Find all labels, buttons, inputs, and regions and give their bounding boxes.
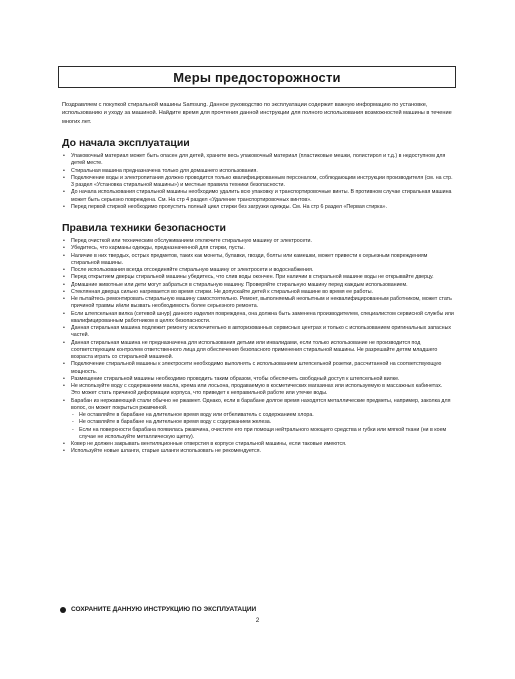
before-use-list <box>62 153 454 211</box>
page-number: 2 <box>255 617 260 624</box>
list-item: • Подключение стиральной машины к электросети необходимо выполнять с использованием штепсельной розетки, рассчитанной на соответствующую мощность. <box>62 361 454 376</box>
page-title-box <box>58 66 456 88</box>
list-item: • Перед первой стиркой необходимо пропустить полный цикл стирки без загрузки одежды. См. На стр 6 раздел «Первая стирка». <box>62 204 454 211</box>
footer-text: СОХРАНИТЕ ДАННУЮ ИНСТРУКЦИЮ ПО ЭКСПЛУАТАЦИИ <box>71 606 257 613</box>
sub-list-item: - Не оставляйте в барабане на длительное время воду с содержанием железа. <box>71 419 454 426</box>
safety-rules-list <box>62 238 454 456</box>
rust-sub-list <box>71 412 454 441</box>
list-item <box>62 398 454 442</box>
sub-list-item: - Не оставляйте в барабане на длительное время воду или отбеливатель с содержанием хлора. <box>71 412 454 419</box>
list-item: • Упаковочный материал может быть опасен для детей, храните весь упаковочный материал (пластиковые мешки, полистирол и т.д.) в недоступном для детей месте. <box>62 153 454 168</box>
footer-note <box>60 606 256 613</box>
list-item: • Домашние животные или дети могут забраться в стиральную машину. Проверяйте стиральную машину перед каждым использованием. <box>62 282 454 289</box>
page-title: Меры предосторожности <box>173 69 341 85</box>
list-item <box>62 383 454 398</box>
list-item: • Если штепсельная вилка (сетевой шнур) данного изделия повреждена, она должна быть заменена производителем, специалистом сервисной службы или квалифицированным работником в целях безопасности. <box>62 311 454 326</box>
list-item: • Наличие в них твердых, острых предметов, таких как монеты, булавки, гвозди, болты или камешки, может привести к серьезным повреждениям стиральной машины. <box>62 253 454 268</box>
list-item: • Стиральная машина предназначена только для домашнего использования. <box>62 168 454 175</box>
list-item: • Не пытайтесь ремонтировать стиральную машину самостоятельно. Ремонт, выполняемый неопытным и неквалифицированным работником, может стать причиной травмы и/или вызвать необходимость более серьезного ремонта. <box>62 296 454 311</box>
list-item-text: Барабан из нержавеющей стали обычно не ржавеет. Однако, если в барабане долгое время находятся металлические предметы, например, заколка для волос, он может покрыться ржавчиной. <box>71 397 451 411</box>
section-heading-before-use: До начала эксплуатации <box>62 137 190 149</box>
deformation-note: Это может стать причиной деформации корпуса, что приведет к неправильной работе или утечке воды. <box>71 390 328 397</box>
list-item: • Подключение воды и электропитания должно проводится только квалифицированным персоналом, соблюдающим инструкции производителя (см. на стр. 3 раздел «Установка стиральной машины») и местные правила техники безопасности. <box>62 175 454 190</box>
list-item: • Данная стиральная машина подлежит ремонту исключительно в авторизованных сервисных центрах и только с использованием оригинальных запасных частей. <box>62 325 454 340</box>
sub-list-item: - Если на поверхности барабана появилась ржавчина, очистите его при помощи нейтрального моющего средства и губки или мягкой ткани (ни в коем случае не используйте металлическую щетку). <box>71 427 454 442</box>
list-item: • Данная стиральная машина не предназначена для использования детьми или инвалидами, если только использование не производится под соответствующим контролем ответственного лица для обеспечения безопасного применения стиральной машины. Не разрешайте детям младшего возраста играть со стиральной машиной. <box>62 340 454 362</box>
list-item-text: Не используйте воду с содержанием масла, крема или лосьона, продаваемую в косметических магазинах или используемую в массажных кабинетах. <box>71 383 443 389</box>
intro-paragraph: Поздравляем с покупкой стиральной машины Samsung. Данное руководство по эксплуатации содержит важную информацию по установке, использованию и уходу за машиной. Найдите время для прочтения данной инструкции для полного использования возможностей машины в течение многих лет. <box>62 102 452 125</box>
list-item: • Используйте новые шланги, старые шланги использовать не рекомендуется. <box>62 448 454 455</box>
section-heading-safety-rules: Правила техники безопасности <box>62 222 227 234</box>
list-item: • После использования всегда отсоединяйте стиральную машину от электросети и водоснабжения. <box>62 267 454 274</box>
bullet-dot-icon <box>60 607 66 613</box>
list-item: • Размещение стиральной машины необходимо проводить таким образом, чтобы обеспечить свободный доступ к штепсельной вилке. <box>62 376 454 383</box>
list-item: • Перед очисткой или техническим обслуживанием отключите стиральную машину от электросети. <box>62 238 454 245</box>
list-item: • Ковер не должен закрывать вентиляционные отверстия в корпусе стиральной машины, если таковые имеются. <box>62 441 454 448</box>
list-item: • Перед открытием дверцы стиральной машины убедитесь, что слив воды окончен. При наличии в стиральной машине воды не открывайте дверцу. <box>62 274 454 281</box>
list-item: • Стеклянная дверца сильно нагревается во время стирки. Не допускайте детей к стиральной машине во время ее работы. <box>62 289 454 296</box>
list-item: • До начала использования стиральной машины необходимо удалить всю упаковку и транспортировочные винты. В противном случае стиральная машина может быть серьезно повреждена. См. На стр 4 раздел «Удаление транспортировочных винтов». <box>62 189 454 204</box>
list-item: • Убедитесь, что карманы одежды, предназначенной для стирки, пусты. <box>62 245 454 252</box>
